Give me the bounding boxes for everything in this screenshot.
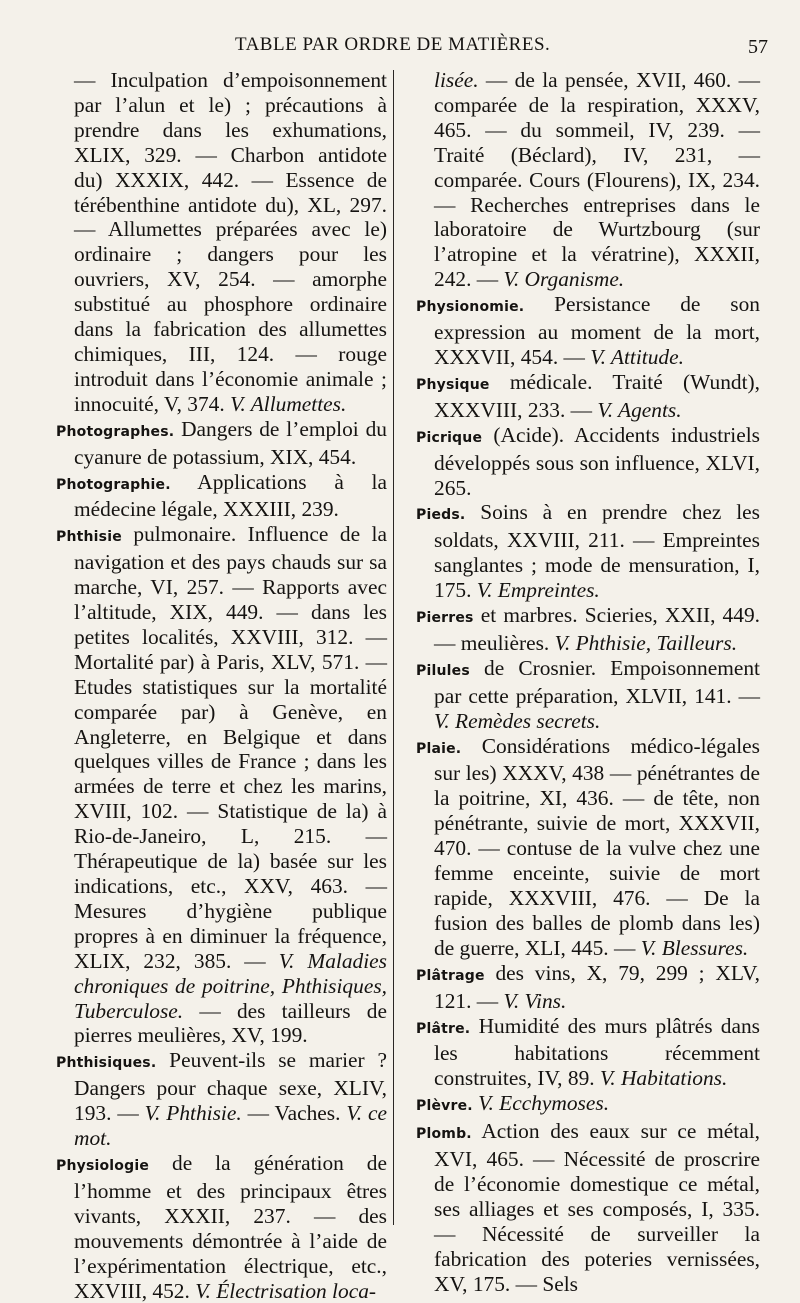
entry-headword: Physionomie. [416,299,525,316]
index-entry-platrage: Plâtrage des vins, X, 79, 299 ; XLV, 121. — V. Vins. [416,960,760,1013]
index-entry-plevre: Plèvre. V. Ecchymoses. [416,1091,610,1116]
column-divider [393,70,394,1225]
index-entry-plaie: Plaie. Considérations médico-légales sur les) XXXV, 438 — pénétrantes de la poitrine, XI, 436. — de tête, non pénétrante, suivie de mort, XXXVII, 470. — contuse de la vulve chez une femme enceinte, suivie de mort rapide, XXXVIII, 476. — De la fusion des balles de plomb dans les) de guerre, XLI, 445. — V. Blessures. [416,733,760,960]
index-entry-plomb: Plomb. Action des eaux sur ce métal, XVI, 465. — Nécessité de proscrire de l’économie domestique ce métal, ses alliages et ses composés, I, 335. — Nécessité de surveiller la fabrication des poteries vernissées, XV, 175. — Sels [416,1119,760,1296]
entry-headword: Plâtre. [416,1020,471,1037]
index-entry-platre: Plâtre. Humidité des murs plâtrés dans les habitations récemment construites, IV, 89. V. Habitations. [416,1013,760,1091]
entry-headword: Pieds. [416,507,466,524]
index-entry-physique: Physique médicale. Traité (Wundt), XXXVIII, 233. — V. Agents. [416,369,760,422]
index-entry-phthisie: Phthisie pulmonaire. Influence de la navigation et des pays chauds sur sa marche, VI, 257. — Rapports avec l’altitude, XIX, 449. — dans les petites localités, XXVIII, 312. — Mortalité par) à Paris, XLV, 571. — Etudes statistiques sur la mortalité comparée par) à Genève, en Angleterre, en Belgique et dans quelques villes de France ; dans les armées de terre et chez les marins, XVIII, 102. — Statistique de la) à Rio-de-Janeiro, L, 215. — Thérapeutique de la) basée sur les indications, etc., XXV, 463. — Mesures d’hygiène publique propres à en diminuer la fréquence, XLIX, 232, 385. — V. Maladies chroniques de poitrine, Phthisiques, Tuberculose. — des tailleurs de pierres meulières, XV, 199. [56,522,387,1048]
right-column [416,68,760,1297]
page-number: 57 [748,36,768,58]
index-entry-pieds: Pieds. Soins à en prendre chez les soldats, XXVIII, 211. — Empreintes sanglantes ; mode de mensuration, I, 175. V. Empreintes. [416,500,760,603]
index-entry-pilules: Pilules de Crosnier. Empoisonnement par cette préparation, XLVII, 141. — V. Remèdes secrets. [416,655,760,733]
entry-headword: Plomb. [416,1126,472,1143]
entry-headword: Photographie. [56,476,171,493]
index-entry-physiologie: Physiologie de la génération de l’homme et des principaux êtres vivants, XXXII, 237. — des mouvements démontrée à l’aide de l’expérimentation électrique, etc., XXVIII, 452. V. Électrisation loca- [56,1150,387,1303]
running-title: TABLE PAR ORDRE DE MATIÈRES. [235,34,551,55]
entry-headword: Plèvre. [416,1098,473,1115]
index-entry-picrique: Picrique (Acide). Accidents industriels développés sous son influence, XLVI, 265. [416,422,760,500]
entry-headword: Plâtrage [416,967,485,984]
entry-headword: Photographes. [56,423,175,440]
entry-headword: Physique [416,376,490,393]
left-column [56,68,387,1303]
entry-continuation: lisée. — de la pensée, XVII, 460. — comparée de la respiration, XXXV, 465. — du sommeil, IV, 239. — Traité (Béclard), IV, 231, — comparée. Cours (Flourens), IX, 234. — Recherches entreprises dans le laboratoire de Wurtzbourg (sur l’atropine et la vératrine), XXXII, 242. — V. Organisme. [434,68,760,292]
index-entry-photographie: Photographie. Applications à la médecine légale, XXXIII, 239. [56,469,387,522]
index-entry-physionomie: Physionomie. Persistance de son expression au moment de la mort, XXXVII, 454. — V. Attitude. [416,292,760,369]
entry-headword: Picrique [416,429,483,446]
entry-headword: Plaie. [416,740,462,757]
entry-headword: Pierres [416,610,474,627]
index-entry-photographes: Photographes. Dangers de l’emploi du cyanure de potassium, XIX, 454. [56,416,387,469]
entry-headword: Pilules [416,662,470,679]
index-entry-phthisiques: Phthisiques. Peuvent-ils se marier ? Dangers pour chaque sexe, XLIV, 193. — V. Phthisie. — Vaches. V. ce mot. [56,1048,387,1151]
entry-continuation: — Inculpation d’empoisonnement par l’alun et le) ; précautions à prendre dans les exhumations, XLIX, 329. — Charbon antidote du) XXXIX, 442. — Essence de térébenthine antidote du), XL, 297. — Allumettes préparées avec le) ordinaire ; dangers pour les ouvriers, XV, 254. — amorphe substitué au phosphore ordinaire dans la fabrication des allumettes chimiques, III, 124. — rouge introduit dans l’économie animale ; innocuité, V, 374. V. Allumettes. [74,68,387,416]
entry-headword: Phthisiques. [56,1055,157,1072]
index-entry-pierres: Pierres et marbres. Scieries, XXII, 449. — meulières. V. Phthisie, Tailleurs. [416,603,760,655]
entry-headword: Phthisie [56,529,122,546]
entry-headword: Physiologie [56,1157,150,1174]
page-header [0,34,800,64]
